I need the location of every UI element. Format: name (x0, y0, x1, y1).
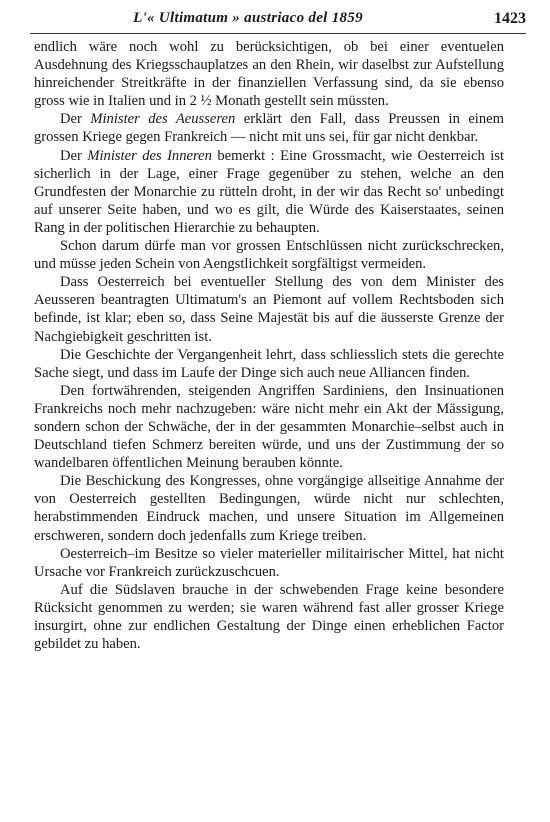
paragraph (34, 346, 504, 382)
running-title: L'« Ultimatum » austriaco del 1859 (133, 10, 363, 26)
paragraph (34, 38, 504, 110)
paragraph (34, 382, 504, 472)
paragraph (34, 472, 504, 544)
header-rule (30, 33, 526, 34)
paragraph-text: erklärt den Fall, dass Preussen in einem grossen Kriege gegen Frankreich — nicht mit uns sei, für gar nicht denkbar. (34, 111, 504, 146)
page-number: 1423 (494, 10, 526, 27)
paragraph-text: Auf die Südslaven brauche in der schwebenden Frage keine besondere Rücksicht genommen zu werden; sie waren während fast aller grosser Kriege insurgirt, ohne zur endlichen Gestaltung der Dinge einen erheblichen Factor gebildet zu haben. (34, 581, 504, 653)
italic-text: Minister des Inneren (87, 147, 212, 164)
paragraph-text: Die Beschickung des Kongresses, ohne vorgängige allseitige Annahme der von Oesterreich gestellten Bedingungen, würde nicht nur schlechten, herabstimmenden Eindruck machen, und unsere Situation im Allgemeinen erschweren, sondern doch jedenfalls zum Kriege treiben. (34, 473, 504, 544)
paragraph (34, 545, 504, 581)
paragraph-text: endlich wäre noch wohl zu berücksichtigen, ob bei einer eventuelen Ausdehnung des Kriegsschauplatzes an den Rhein, wir daselbst zur Aufstellung hinreichender Streitkräfte in der finanziellen Verfassung sind, da sie ebenso gross wie in Italien und in 2 ½ Monath gestellt sein müssten. (34, 39, 504, 110)
paragraph-text: Dass Oesterreich bei eventueller Stellung des von dem Minister des Aeusseren beantragten Ultimatum's an Piemont auf vollem Rechtsboden sich befinde, ist klar; eben so, dass Seine Majestät bis auf die äusserste Grenze der Nachgiebigkeit geschritten ist. (34, 274, 504, 345)
body-text (34, 38, 504, 653)
paragraph (34, 581, 504, 653)
paragraph (34, 237, 504, 273)
paragraph-text: Der (60, 147, 88, 164)
paragraph-text: bemerkt : Eine Grossmacht, wie Oesterreich ist sicherlich in der Lage, einer Frage gegenüber zu stehen, welche an den Grundfesten der Monarchie zu rütteln droht, in der wir das Recht so' unbedingt auf unserer Seite haben, und wo es gilt, die Würde des Kaiserstaates, seinen Rang in der politischen Hierarchie zu behaupten. (34, 147, 504, 236)
paragraph-text: Der (60, 111, 91, 128)
paragraph-text: Den fortwährenden, steigenden Angriffen Sardiniens, den Insinuationen Frankreichs noch mehr nachzugeben: wäre nicht mehr ein Akt der Mässigung, sondern schon der Schwäche, der in der gesammten Monarchie–selbst auch in Deutschland tiefen Schmerz bereiten würde, und uns der Zustimmung der so wandelbaren öffentlichen Meinung berauben könnte. (34, 382, 504, 472)
italic-text: Minister des Aeusseren (90, 111, 236, 128)
paragraph (34, 147, 504, 237)
paragraph-text: Schon darum dürfe man vor grossen Entschlüssen nicht zurückschrecken, und müsse jeden Schein von Aengstlichkeit sorgfältigst vermeiden. (34, 238, 504, 273)
paragraph (34, 110, 504, 146)
paragraph-text: Oesterreich–im Besitze so vieler materieller militairischer Mittel, hat nicht Ursache vor Frankreich zurückzuschcuen. (34, 545, 504, 580)
paragraph (34, 273, 504, 345)
paragraph-text: Die Geschichte der Vergangenheit lehrt, dass schliesslich stets die gerechte Sache siegt, und dass im Laufe der Dinge sich auch neue Alliancen finden. (34, 346, 504, 381)
